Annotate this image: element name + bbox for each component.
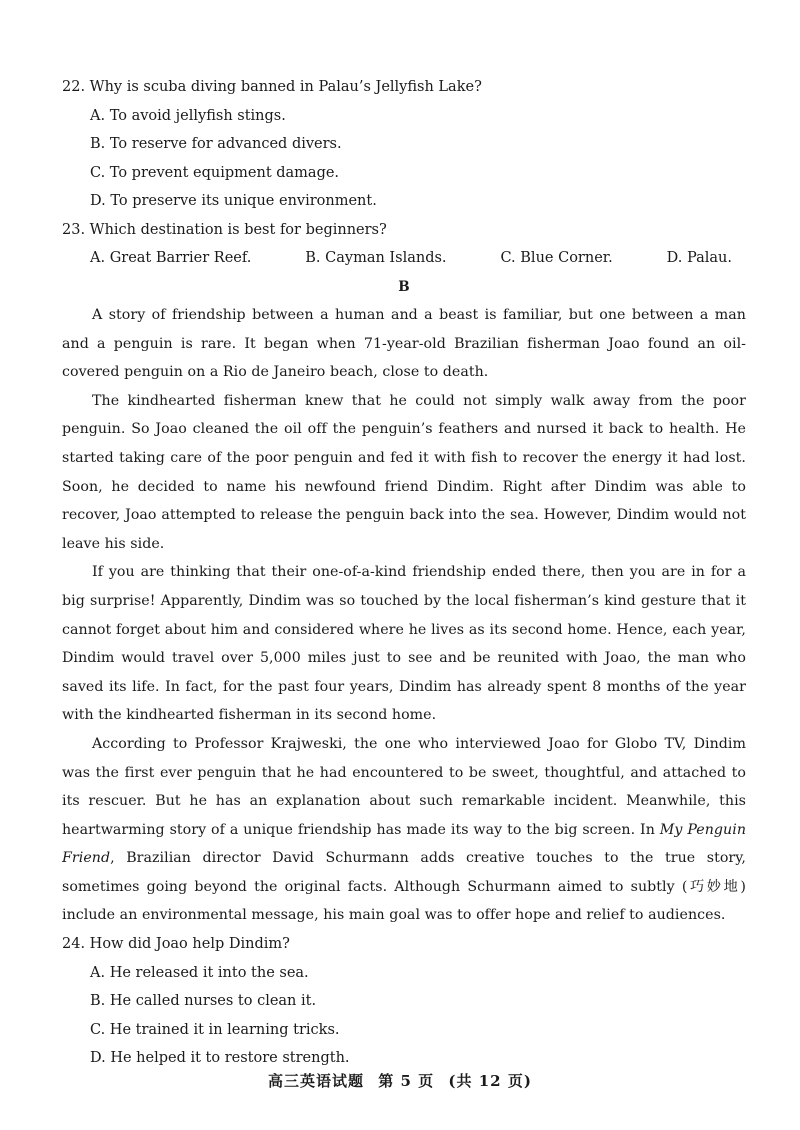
question-22-option-a: A. To avoid jellyfish stings. <box>90 107 286 124</box>
page-number: 第 5 页 <box>378 1072 435 1090</box>
question-23-option-d: D. Palau. <box>666 250 732 266</box>
question-23-options <box>62 244 746 273</box>
section-label: B <box>398 278 410 295</box>
passage-paragraph-4 <box>62 730 746 930</box>
passage-paragraph-1: A story of friendship between a human and a beast is familiar, but one between a man and a penguin is rare. It began when 71-year-old Brazilian fisherman Joao found an oil-covered penguin on a Rio de Janeiro beach, close to death. <box>62 307 746 381</box>
question-23-option-b: B. Cayman Islands. <box>305 250 447 266</box>
question-24-option-b: B. He called nurses to clean it. <box>90 993 317 1010</box>
passage-paragraph-2: The kindhearted fisherman knew that he could not simply walk away from the poor penguin. So Joao cleaned the oil off the penguin’s feathers and nursed it back to health. He started taking care of the poor penguin and fed it with fish to recover the energy it had lost. Soon, he decided to name his newfound friend Dindim. Right after Dindim was able to recover, Joao attempted to release the penguin back into the sea. However, Dindim would not leave his side. <box>62 392 746 552</box>
question-22-stem: 22. Why is scuba diving banned in Palau’s Jellyfish Lake? <box>62 79 482 95</box>
question-23-stem: 23. Which destination is best for beginners? <box>62 221 387 238</box>
question-24-option-d: D. He helped it to restore strength. <box>90 1050 350 1067</box>
question-24-option-c: C. He trained it in learning tricks. <box>90 1021 340 1038</box>
page-footer <box>0 1070 800 1091</box>
exam-title: 高三英语试题 <box>268 1072 365 1090</box>
question-24-stem: 24. How did Joao help Dindim? <box>62 936 290 953</box>
question-22-option-b: B. To reserve for advanced divers. <box>90 136 342 152</box>
film-title: My Penguin Friend <box>62 821 747 867</box>
question-23-option-a: A. Great Barrier Reef. <box>90 250 252 266</box>
question-22-option-d: D. To preserve its unique environment. <box>90 193 377 209</box>
page-total: (共 12 页) <box>448 1072 532 1090</box>
question-22-option-c: C. To prevent equipment damage. <box>90 164 340 181</box>
paragraph-4-part-2: , Brazilian director David Schurmann adds creative touches to the true story, sometimes going beyond the original facts. Although Schurmann aimed to subtly (巧妙地) include an environmental message, his main goal was to offer hope and relief to audiences. <box>62 850 746 924</box>
question-24-option-a: A. He released it into the sea. <box>90 964 309 981</box>
question-23-option-c: C. Blue Corner. <box>500 250 613 266</box>
paragraph-4-part-1: According to Professor Krajweski, the one who interviewed Joao for Globo TV, Dindim was the first ever penguin that he had encountered to be sweet, thoughtful, and attached to its rescuer. But he has an explanation about such remarkable incident. Meanwhile, this heartwarming story of a unique friendship has made its way to the big screen. In <box>62 735 746 838</box>
passage-paragraph-3: If you are thinking that their one-of-a-kind friendship ended there, then you are in for a big surprise! Apparently, Dindim was so touched by the local fisherman’s kind gesture that it cannot forget about him and considered where he lives as its second home. Hence, each year, Dindim would travel over 5,000 miles just to see and be reunited with Joao, the man who saved its life. In fact, for the past four years, Dindim has already spent 8 months of the year with the kindhearted fisherman in its second home. <box>62 564 746 724</box>
